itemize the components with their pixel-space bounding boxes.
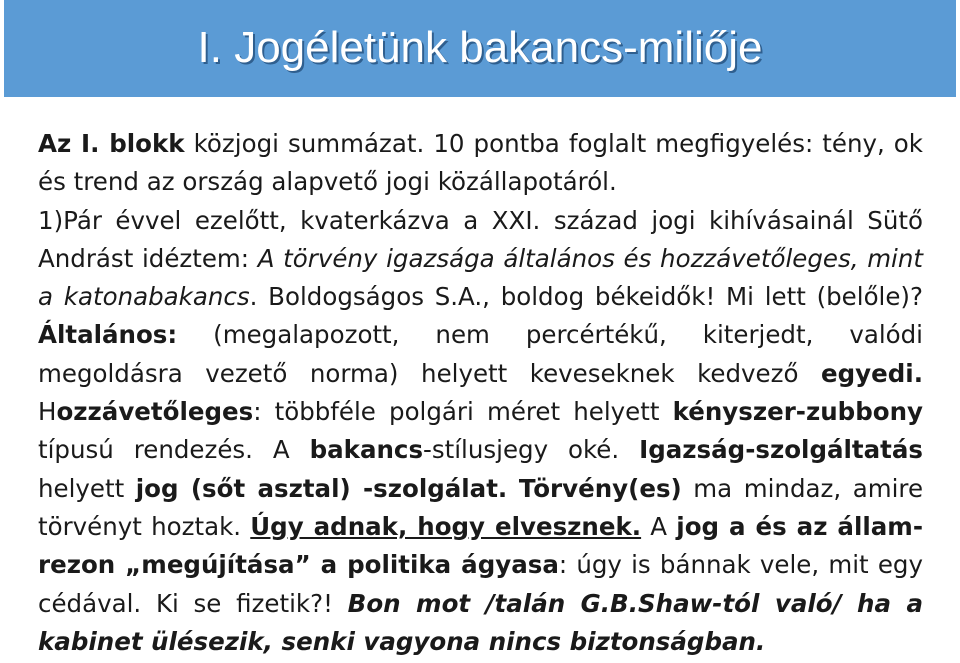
p2-s13: -stílusjegy oké. — [423, 435, 640, 465]
p2-kenyszerzubbony: kényszer-zubbony — [672, 397, 923, 427]
p2-s9: : többféle polgári méret helyett — [253, 397, 673, 427]
p2-bon-mot: Bon mot /talán G.B.Shaw-tól való/ ha a kabinet ülésezik, senki vagyona nincs biztonságban. — [38, 588, 923, 656]
p2-s19: ma mindaz, amire törvényt hoztak. — [38, 473, 924, 541]
p2-s1: 1)Pár évvel ezelőtt, kvaterkázva a XXI. század jogi kihívásainál Sütő Andrást idéztem: — [38, 205, 923, 273]
p2-s15: helyett — [38, 473, 136, 503]
body-text — [38, 125, 923, 661]
p2-jog-allamrezon: jog a és az állam-rezon „megújítása” a politika ágyasa — [38, 511, 923, 580]
p2-jogszolgalat: jog (sőt asztal) -szolgálat. — [135, 473, 508, 503]
paragraph-point-1 — [38, 202, 923, 662]
p2-s17 — [507, 474, 519, 503]
paragraph-intro — [38, 125, 923, 202]
p2-s5: (megalapozott, nem percértékű, kiterjedt, valódi megoldásra vezető norma) helyett keveseknek kedvező — [38, 320, 923, 388]
p2-quote: A törvény igazsága általános és hozzávetőleges, mint a katonabakancs — [38, 243, 924, 312]
p2-s7: H — [38, 397, 57, 427]
p2-egyedi: egyedi. — [821, 358, 923, 388]
p2-bakancs: bakancs — [309, 435, 424, 465]
p2-s21: A — [641, 511, 677, 541]
p2-igazsagszolgaltatas: Igazság-szolgáltatás — [639, 435, 923, 465]
p2-s11: típusú rendezés. A — [38, 435, 310, 465]
intro-text: közjogi summázat. 10 pontba foglalt megfigyelés: tény, ok és trend az ország alapvető jogi közállapotáról. — [38, 129, 923, 197]
p2-hozzavetoleges: ozzávetőleges — [56, 397, 254, 427]
p2-s23: : úgy is bánnak vele, mit egy cédával. Ki se fizetik?! — [38, 550, 923, 618]
page-title: I. Jogéletünk bakancs-miliője — [197, 23, 763, 72]
title-banner — [4, 0, 956, 97]
intro-bold: Az I. blokk — [38, 129, 185, 158]
p2-torvenyes: Törvény(es) — [518, 473, 682, 503]
p2-ugy-adnak: Úgy adnak, hogy elvesznek. — [250, 511, 642, 541]
p2-s3: . Boldogságos S.A., boldog békeidők! Mi lett (belőle)? — [249, 282, 923, 312]
p2-altalanos: Általános: — [38, 320, 178, 350]
